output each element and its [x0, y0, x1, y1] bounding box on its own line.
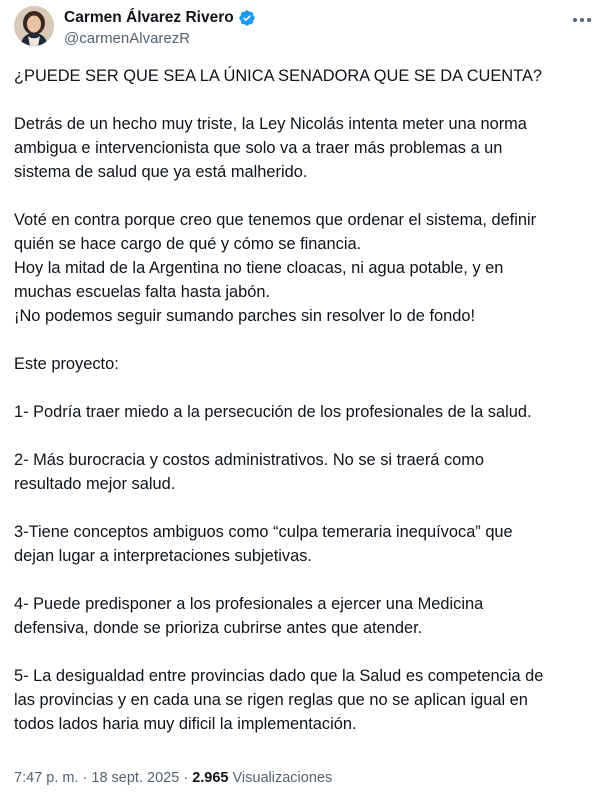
tweet-text-line: Hoy la mitad de la Argentina no tiene cloacas, ni agua potable, y en [14, 259, 504, 277]
tweet-date[interactable]: 18 sept. 2025 [91, 770, 180, 786]
tweet-text-line: ¿PUEDE SER QUE SEA LA ÚNICA SENADORA QUE SE DA CUENTA? [14, 67, 542, 85]
verified-badge-icon [238, 9, 256, 27]
tweet-text-line: dejan lugar a interpretaciones subjetivas. [14, 547, 312, 565]
tweet-paragraph [14, 208, 604, 328]
tweet-text-line: Detrás de un hecho muy triste, la Ley Nicolás intenta meter una norma [14, 115, 527, 133]
tweet-text-line: las provincias y en cada una se rigen reglas que no se aplican igual en [14, 691, 528, 709]
tweet-text-line: todos lados haria muy dificil la implementación. [14, 715, 357, 733]
tweet-meta [14, 770, 332, 786]
tweet-text-line: quién se hace cargo de qué y cómo se financia. [14, 235, 362, 253]
tweet-text [14, 64, 604, 760]
tweet-time[interactable]: 7:47 p. m. [14, 770, 79, 786]
views-label[interactable]: Visualizaciones [232, 770, 333, 786]
author-handle[interactable]: @carmenAlvarezR [64, 30, 191, 47]
author-names [64, 8, 256, 47]
tweet-text-line: Voté en contra porque creo que tenemos que ordenar el sistema, definir [14, 211, 537, 229]
avatar[interactable] [14, 6, 54, 46]
tweet-paragraph [14, 64, 604, 88]
tweet-paragraph [14, 448, 604, 496]
tweet-paragraph [14, 664, 604, 736]
tweet-paragraph [14, 352, 604, 376]
tweet-text-line: 4- Puede predisponer a los profesionales a ejercer una Medicina [14, 595, 484, 613]
views-count[interactable]: 2.965 [192, 770, 229, 786]
display-name-row [64, 8, 256, 28]
more-options-button[interactable] [568, 8, 596, 32]
tweet-text-line: 1- Podría traer miedo a la persecución de los profesionales de la salud. [14, 403, 532, 421]
more-options-icon [573, 18, 591, 22]
tweet-header [14, 6, 596, 50]
tweet-text-line: 2- Más burocracia y costos administrativos. No se si traerá como [14, 451, 485, 469]
tweet-paragraph [14, 112, 604, 184]
display-name[interactable]: Carmen Álvarez Rivero [64, 9, 234, 26]
avatar-image [14, 6, 54, 46]
tweet-paragraph [14, 520, 604, 568]
tweet-text-line: muchas escuelas falta hasta jabón. [14, 283, 271, 301]
tweet-text-line: resultado mejor salud. [14, 475, 176, 493]
tweet-paragraph [14, 400, 604, 424]
meta-separator-2: · [183, 770, 189, 786]
tweet-paragraph [14, 592, 604, 640]
tweet-text-line: ¡No podemos seguir sumando parches sin resolver lo de fondo! [14, 307, 476, 325]
tweet-text-line: 5- La desigualdad entre provincias dado que la Salud es competencia de [14, 667, 544, 685]
meta-separator: · [82, 770, 88, 786]
tweet-text-line: 3-Tiene conceptos ambiguos como “culpa temeraria inequívoca” que [14, 523, 513, 541]
tweet-text-line: defensiva, donde se prioriza cubrirse antes que atender. [14, 619, 423, 637]
tweet-text-line: Este proyecto: [14, 355, 119, 373]
tweet-text-line: sistema de salud que ya está malherido. [14, 163, 308, 181]
tweet-text-line: ambigua e intervencionista que solo va a traer más problemas a un [14, 139, 503, 157]
